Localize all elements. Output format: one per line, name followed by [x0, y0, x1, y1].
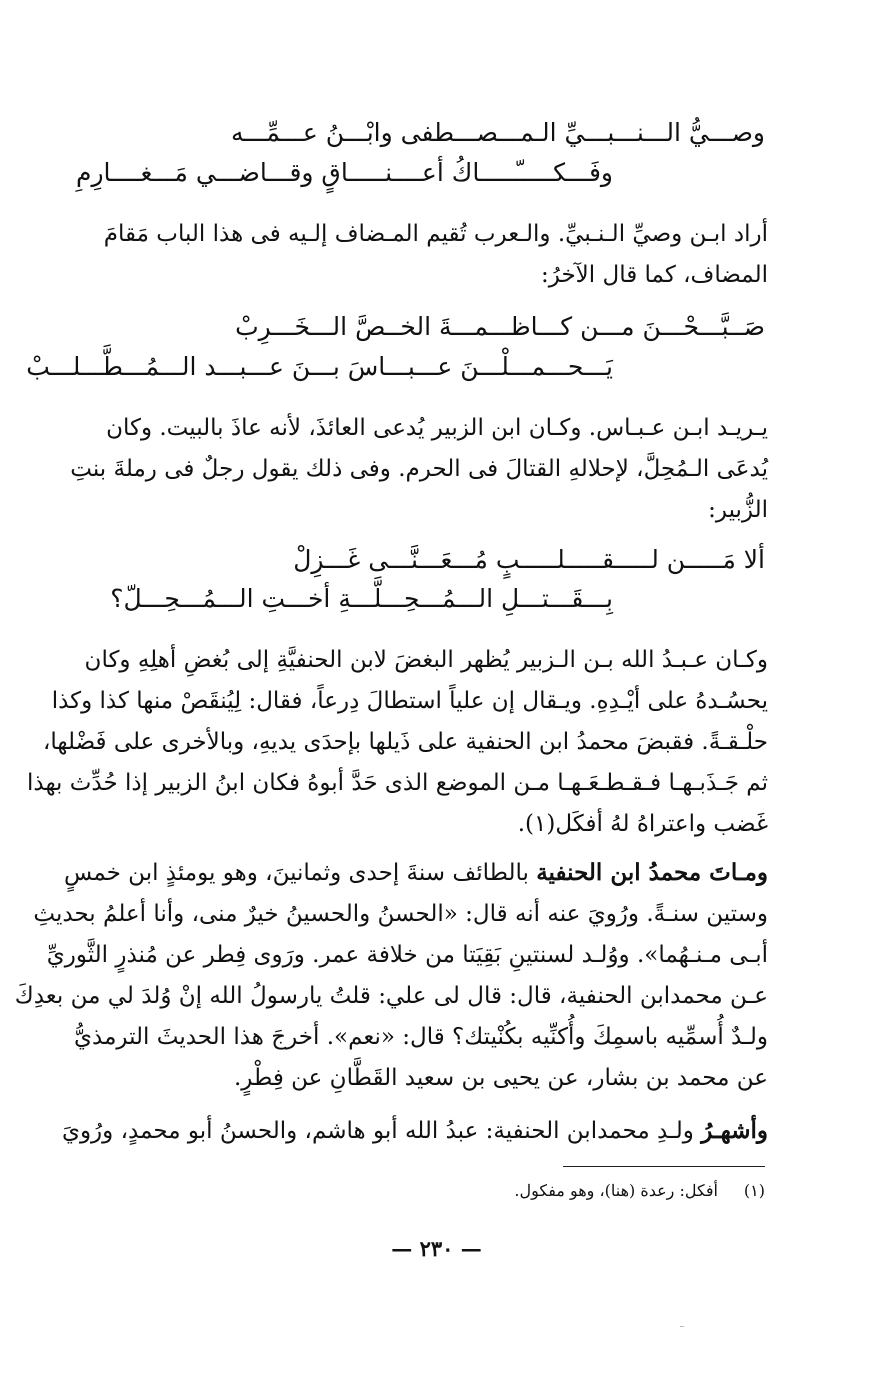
paragraph-5 — [61, 1110, 768, 1152]
paragraph-line: أراد ابـن وصيِّ الـنـبيِّ. والـعرب تُقيم المـضاف إلـيه فى هذا الباب مَقامَ — [103, 221, 768, 247]
paragraph-line: غَضب واعتراهُ لهُ أفكَل(١). — [517, 811, 768, 837]
footnote-divider — [563, 1166, 765, 1167]
bold-lead-word: وأشهـرُ — [701, 1117, 768, 1144]
footnote-text: أفكل: رعدة (هنا)، وهو مفكول. — [514, 1181, 718, 1200]
paragraph-line: عن محمد بن بشار، عن يحيى بن سعيد القَطَّانِ عن فِطْرٍ. — [233, 1065, 768, 1091]
paragraph-2 — [70, 408, 768, 531]
paragraph-line-rest: ولـدِ محمدابن الحنفية: عبدُ الله أبو هاشم، والحسنُ أبو محمدٍ، ورُويَ — [61, 1118, 702, 1144]
paragraph-line — [61, 1110, 768, 1152]
paragraph-line: يحسُـدهُ على أيْـدِهِ. ويـقال إن علياً استطالَ دِرعاً، فقال: لِيُنقَصْ منها كذا وكذا — [51, 688, 768, 714]
scan-speck — [680, 1326, 684, 1327]
paragraph-line: حلْـقـةً. فقبضَ محمدُ ابن الحنفية على ذَيلها بإحدَى يديهِ، وبالأخرى على فَضْلها، — [42, 729, 768, 755]
paragraph-line: الزُّبير: — [708, 497, 768, 523]
paragraph-line: عـن محمدابن الحنفية، قال: قال لى علي: قلتُ يارسولُ الله إنْ وُلدَ لي من بعدِكَ — [14, 983, 768, 1009]
paragraph-line: يـريـد ابـن عـبـاس. وكـان ابن الزبير يُدعى العائذَ، لأنه عاذَ بالبيت. وكان — [106, 415, 768, 441]
paragraph-line-rest: بالطائف سنةَ إحدى وثمانينَ، وهو يومئذٍ ابن خمسٍ — [64, 860, 537, 886]
footnote-number: (١) — [743, 1181, 765, 1200]
verse-2-line-2: يَـــحـــمـــلْـــنَ عـــبـــاسَ بـــنَ عـــبـــد الـــمُـــطَّـــلـــبْ — [26, 352, 613, 381]
page-number: — ٢٣٠ — — [391, 1236, 482, 1261]
paragraph-line: أبـى مـنـهُما». ووُلـد لسنتينِ بَقِيَتا من خلافة عمر. ورَوى فِطر عن مُنذرٍ الثَّوريِّ — [46, 942, 768, 968]
bold-lead-phrase: ومـاتَ محمدُ ابن الحنفية — [536, 859, 768, 886]
paragraph-line: ولـدٌ أُسمِّيه باسمِكَ وأُكنِّيه بكُنْيتك؟ قال: «نعم». أخرجَ هذا الحديثَ الترمذيُّ — [74, 1024, 768, 1050]
paragraph-1 — [103, 214, 768, 296]
verse-1-line-2: وفَـــكـــــّـــــاكُ أعــــنـــــاقٍ وقـــاضـــي مَـــغــــارِمِ — [76, 158, 613, 187]
paragraph-4 — [14, 852, 768, 1099]
paragraph-line: وستين سنـةً. ورُويَ عنه أنه قال: «الحسنُ والحسينُ خيرٌ منى، وأنا أعلمُ بحديثِ — [33, 901, 768, 927]
paragraph-line: المضاف، كما قال الآخرُ: — [541, 262, 768, 288]
paragraph-line: وكـان عـبـدُ الله بـن الـزبير يُظهر البغضَ لابن الحنفيَّةِ إلى بُغضِ أهلِهِ وكان — [84, 647, 768, 673]
verse-3-line-2: بِـــقَـــتـــلِ الـــمُـــحِـــلَّـــةِ أخـــتِ الـــمُـــحِـــلّ؟ — [110, 584, 613, 613]
verse-1-line-1: وصـــيُّ الـــنـــبـــيِّ الـمـــصـــطفى وابْـــنُ عـــمِّـــه — [231, 118, 765, 147]
paragraph-line — [64, 852, 768, 894]
paragraph-3 — [26, 640, 768, 845]
footnote — [514, 1181, 765, 1200]
paragraph-line: يُدعَى الـمُحِلَّ، لإحلالهِ القتالَ فى الحرم. وفى ذلك يقول رجلٌ فى رملةَ بنتِ — [70, 456, 768, 482]
verse-2-line-1: صَــبَّـــحْـــنَ مـــن كـــاظـــمـــةَ الخــصَّ الـــخَـــرِبْ — [235, 312, 765, 341]
paragraph-line: ثم جَـذَبـهـا فـقـطـعَـهـا مـن الموضع الذى حَدَّ أبوهُ فكان ابنُ الزبير إذا حُدِّث بهذا — [26, 770, 768, 796]
verse-3-line-1: ألا مَـــــن لـــــقـــــلـــــبٍ مُـــعَـــنَّـــى غَـــزِلْ — [293, 545, 765, 574]
